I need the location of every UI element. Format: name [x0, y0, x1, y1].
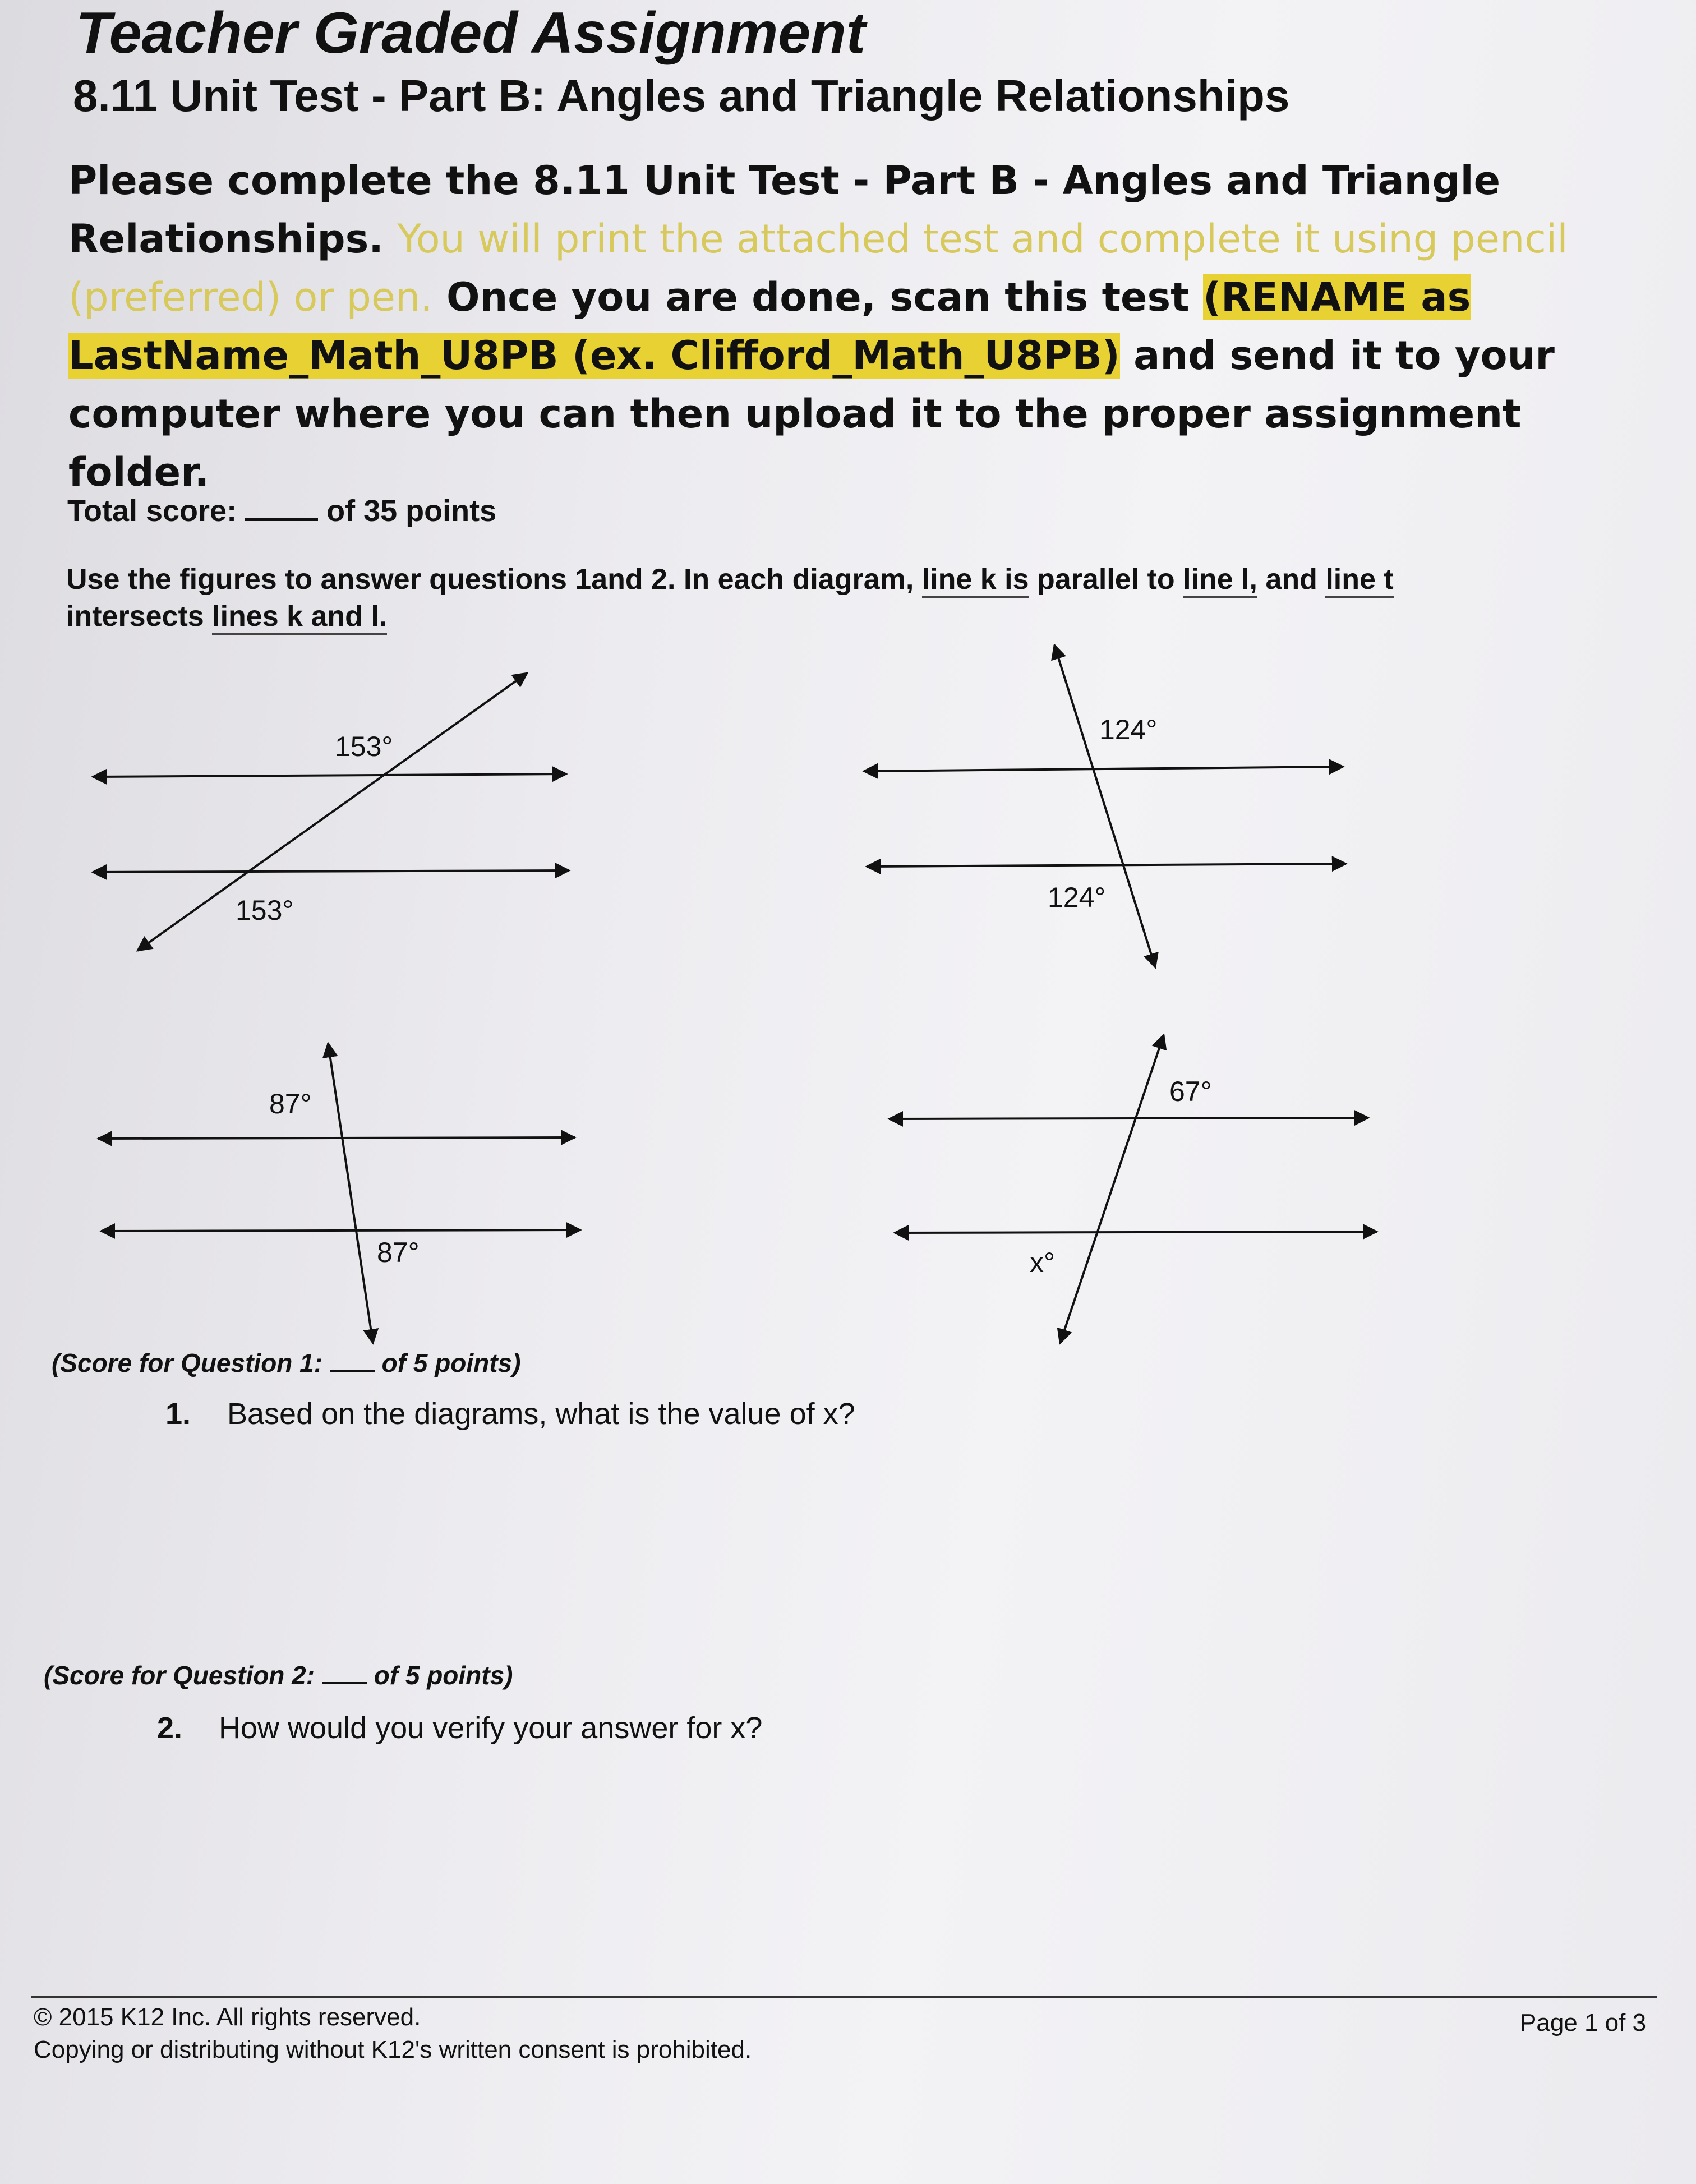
question-1-number: 1. [165, 1397, 191, 1431]
question-2-number: 2. [157, 1711, 183, 1745]
question-2-score [44, 1660, 513, 1690]
question-2-text: How would you verify your answer for x? [219, 1711, 763, 1745]
total-score [67, 494, 496, 528]
question-2 [157, 1711, 762, 1745]
fig4-bottom-angle-label: x° [1030, 1247, 1055, 1278]
instructions-paragraph [68, 151, 1605, 501]
intro-lines-kl: lines k and l. [212, 600, 387, 635]
instructions-part-5: and send it to your computer where you can then upload it to the proper assignment folder. [68, 333, 1555, 495]
intro-line-t: line t [1325, 563, 1393, 598]
total-score-suffix: of 35 points [326, 494, 497, 528]
fig3-line-l [101, 1230, 580, 1231]
fig4-line-k [889, 1118, 1368, 1119]
footer-copyright: © 2015 K12 Inc. All rights reserved. [34, 2003, 421, 2031]
instructions-part-2: You will print the attached test and complete it using pencil (preferred) or pen. [68, 216, 1568, 320]
fig1-line-k [93, 774, 566, 777]
fig3-top-angle-label: 87° [269, 1088, 312, 1119]
question-1-text: Based on the diagrams, what is the value of x? [227, 1397, 855, 1431]
question-2-score-blank[interactable] [322, 1682, 367, 1684]
total-score-label: Total score: [67, 494, 237, 528]
intro-line-k: line k is [922, 563, 1029, 598]
question-1-score-prefix: (Score for Question 1: [52, 1348, 323, 1377]
page-title: Teacher Graded Assignment [76, 1, 866, 66]
fig2-line-k [864, 767, 1343, 771]
intro-text-2: parallel to [1036, 563, 1175, 596]
instructions-part-3: Once you are done, scan this test [446, 274, 1190, 320]
instructions-rename-highlight: (RENAME as LastName_Math_U8PB (ex. Clifford_Math_U8PB) [68, 274, 1471, 379]
footer-copyright-block [34, 2001, 752, 2066]
fig2-line-t [1054, 645, 1158, 967]
fig4-line-t [1060, 1035, 1164, 1343]
fig2-line-l [867, 864, 1346, 867]
fig3-line-t [328, 1043, 373, 1343]
question-intro [66, 561, 1580, 635]
question-1-score [52, 1348, 521, 1378]
question-2-score-prefix: (Score for Question 2: [44, 1661, 315, 1690]
fig1-bottom-angle-label: 153° [236, 895, 294, 926]
fig1-top-angle-label: 153° [335, 731, 393, 762]
question-1 [165, 1397, 855, 1431]
fig3-bottom-angle-label: 87° [377, 1237, 420, 1268]
footer-notice: Copying or distributing without K12's written consent is prohibited. [34, 2036, 752, 2063]
total-score-blank[interactable] [245, 518, 318, 521]
fig1-line-l [93, 870, 569, 872]
intro-text-1: Use the figures to answer questions 1and 2. In each diagram, [66, 563, 914, 596]
intro-text-4: intersects [66, 600, 204, 633]
fig4-top-angle-label: 67° [1169, 1076, 1212, 1107]
fig1-line-t [137, 673, 527, 951]
fig4-line-l [895, 1232, 1377, 1233]
fig3-line-k [98, 1137, 575, 1139]
fig2-bottom-angle-label: 124° [1048, 882, 1106, 913]
page-number: Page 1 of 3 [1520, 2009, 1647, 2036]
footer-divider [31, 1996, 1657, 1998]
fig2-top-angle-label: 124° [1099, 714, 1158, 745]
instructions-part-1: Please complete the 8.11 Unit Test - Part B - Angles and Triangle Relationships. [68, 158, 1501, 262]
question-1-score-suffix: of 5 points) [381, 1348, 521, 1377]
parallel-line-diagrams [0, 639, 1696, 1369]
intro-line-l: line l, [1183, 563, 1257, 598]
question-1-score-blank[interactable] [330, 1370, 375, 1372]
intro-text-3: and [1265, 563, 1317, 596]
page-subtitle: 8.11 Unit Test - Part B: Angles and Triangle Relationships [73, 71, 1290, 121]
question-2-score-suffix: of 5 points) [374, 1661, 513, 1690]
